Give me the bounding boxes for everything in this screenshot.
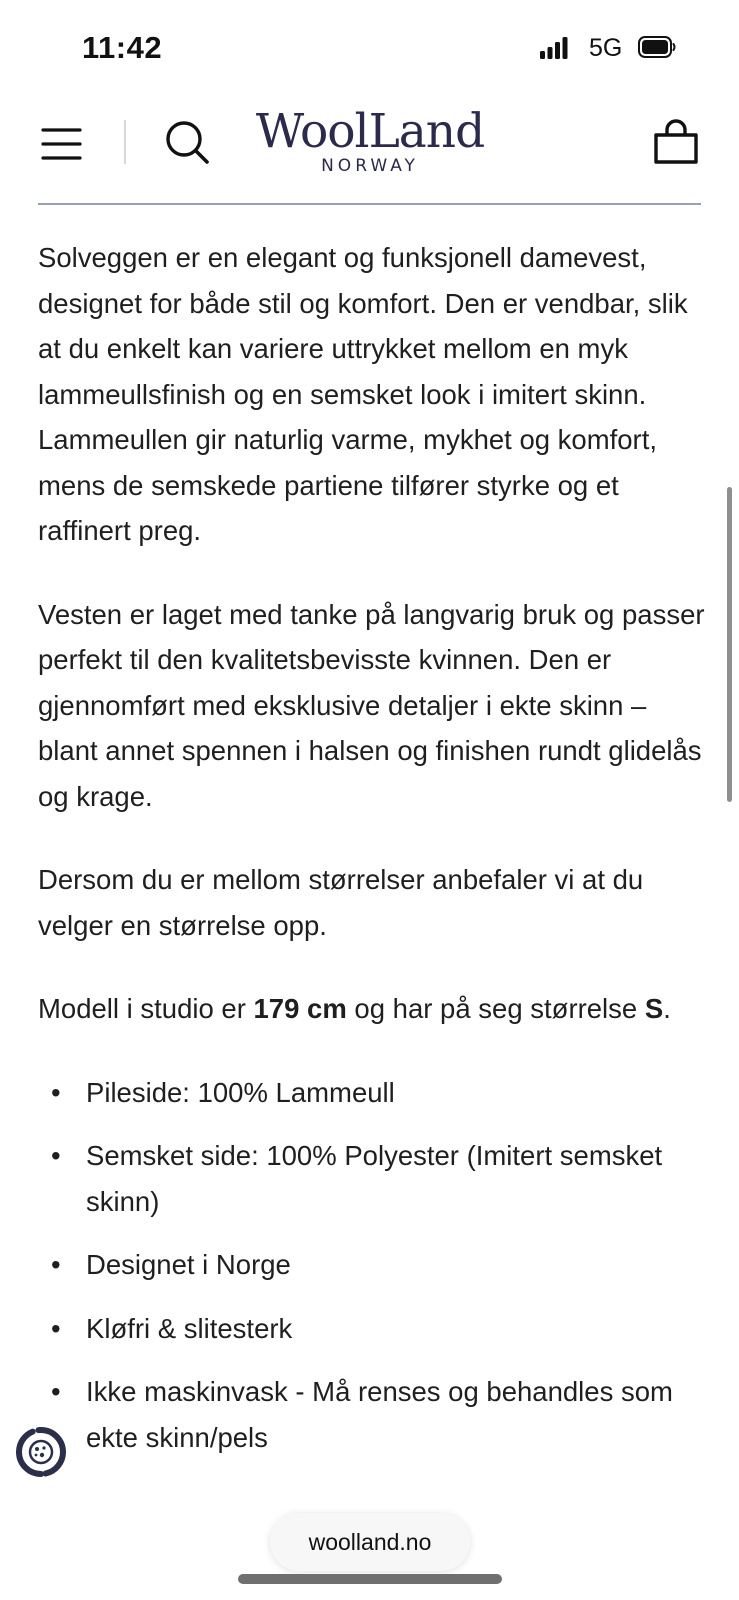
status-bar (0, 0, 739, 100)
spec-item (38, 1070, 710, 1116)
address-bar-url: woolland.no (308, 1528, 432, 1555)
cookie-settings-icon[interactable] (14, 1425, 68, 1479)
scrollbar[interactable] (727, 487, 732, 802)
bullet-icon: • (51, 1140, 61, 1171)
signal-icon (540, 37, 568, 59)
bullet-icon: • (51, 1312, 61, 1344)
browser-address-bar[interactable] (270, 1513, 470, 1571)
model-size: S (644, 993, 664, 1024)
logo-subtitle: NORWAY (321, 156, 419, 176)
bullet-icon: • (51, 1249, 61, 1280)
logo-title: WoolLand (255, 104, 485, 159)
model-info-middle: og har på seg størrelse (346, 993, 645, 1024)
spec-text: Designet i Norge (86, 1249, 291, 1280)
home-indicator[interactable] (238, 1574, 502, 1584)
woolland-logo[interactable] (252, 104, 488, 176)
spec-text: Ikke maskinvask - Må renses og behandles som ekte skinn/pels (86, 1376, 673, 1453)
header-divider-line (38, 203, 701, 205)
product-description (38, 235, 710, 1478)
model-height: 179 cm (253, 993, 347, 1024)
spec-item (38, 1369, 710, 1460)
description-paragraph-2: Vesten er laget med tanke på langvarig bruk og passer perfekt til den kvalitetsbevisste kvinnen. Den er gjennomført med eksklusive detaljer i ekte skinn – blant annet spennen i halsen og finishen rundt glidelås og krage. (38, 598, 705, 812)
spec-item (38, 1133, 710, 1224)
model-info-prefix: Modell i studio er (38, 993, 254, 1024)
description-paragraph-1: Solveggen er en elegant og funksjonell damevest, designet for både stil og komfort. Den er vendbar, slik at du enkelt kan variere uttrykket mellom en myk lammeullsfinish og en semsket look i imitert skinn. Lammeullen gir naturlig varme, mykhet og komfort, mens de semskede partiene tilfører styrke og et raffinert preg. (38, 242, 688, 546)
model-info-suffix: . (663, 993, 671, 1024)
shopping-bag-icon[interactable] (652, 118, 700, 166)
bullet-icon: • (51, 1076, 61, 1108)
spec-text: Semsket side: 100% Polyester (Imitert semsket skinn) (86, 1140, 663, 1217)
network-type: 5G (589, 34, 623, 62)
hamburger-menu-icon[interactable] (40, 122, 84, 166)
spec-item (38, 1306, 710, 1352)
product-specs-list (38, 1070, 710, 1461)
status-time: 11:42 (82, 30, 163, 65)
spec-text: Kløfri & slitesterk (86, 1312, 293, 1344)
header-divider (124, 120, 126, 164)
model-info (38, 986, 710, 1032)
spec-text: Pileside: 100% Lammeull (86, 1076, 395, 1108)
description-paragraph-3: Dersom du er mellom størrelser anbefaler vi at du velger en størrelse opp. (38, 864, 644, 941)
bullet-icon: • (51, 1376, 61, 1407)
site-header (0, 100, 739, 205)
battery-icon (638, 36, 676, 58)
search-icon[interactable] (164, 119, 212, 167)
spec-item (38, 1242, 710, 1288)
